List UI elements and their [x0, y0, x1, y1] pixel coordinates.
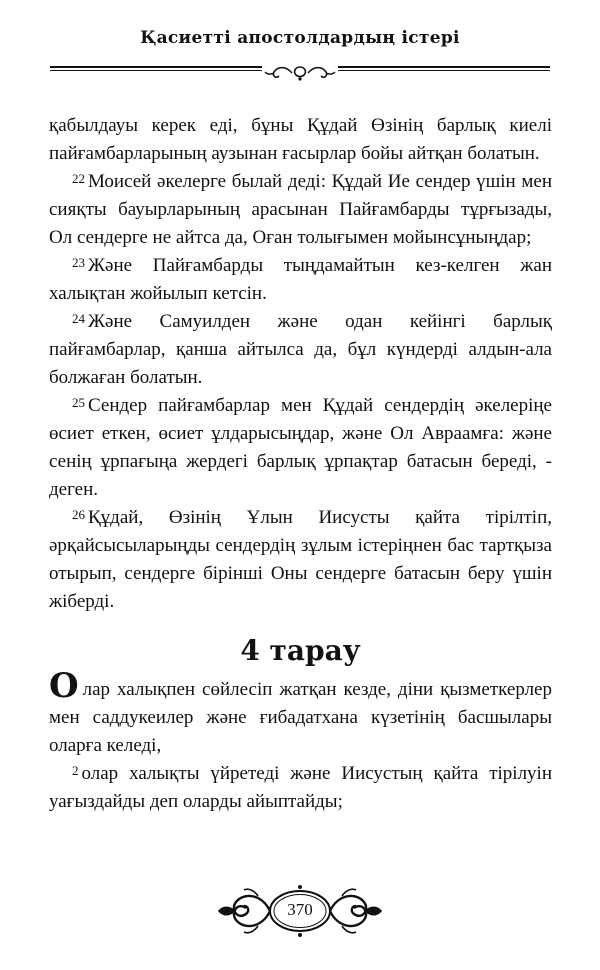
- verse-23: [49, 252, 552, 308]
- verse-text: Құдай, Өзінің Ұлын Иисусты қайта тірілтіп, әрқайсысыларыңды сендердің зұлым істеріңнен бас тартқыза отырып, сендерге бірінші Оны сендерге батасын беру үшін жіберді.: [49, 507, 552, 612]
- verse-number: 26: [72, 507, 85, 522]
- verse-text: Сендер пайғамбарлар мен Құдай сендердің әкелеріңе өсиет еткен, өсиет ұлдарысыңдар, және Ол Авраамға: және сенің ұрпағыңа жердегі барлық ұрпақтар батасын береді, - деген.: [49, 395, 552, 500]
- page-number: 370: [287, 900, 313, 919]
- verse-text: лар халықпен сөйлесіп жатқан кезде, діни қызметкерлер мен саддукеилер және ғибадатхана күзетінің басшылары оларға келеді,: [49, 679, 552, 756]
- verse-number: 22: [72, 171, 85, 186]
- verse-number: 25: [72, 395, 85, 410]
- paragraph-continuation: қабылдауы керек еді, бұны Құдай Өзінің барлық киелі пайғамбарларының аузынан ғасырлар бойы айтқан болатын.: [49, 115, 552, 164]
- running-head: Қасиетті апостолдардың істері: [140, 28, 460, 48]
- page-body: [49, 112, 552, 816]
- verse-number: 2: [72, 763, 79, 778]
- verse-text: Моисей әкелерге былай деді: Құдай Ие сендер үшін мен сияқты бауырларының арасынан Пайғамбарды тұрғызады, Ол сендерге не айтса да, Оған толығымен мойынсұныңдар;: [49, 171, 552, 248]
- verse-2: [49, 760, 552, 816]
- verse-22: [49, 168, 552, 252]
- verse-1: [49, 666, 552, 760]
- verse-24: [49, 308, 552, 392]
- verse-26: [49, 504, 552, 616]
- header-ornament-icon: [262, 63, 338, 83]
- verse-number: 23: [72, 255, 85, 270]
- verse-text: олар халықты үйретеді және Иисустың қайта тірілуін уағыздайды деп оларды айыптайды;: [49, 763, 552, 812]
- verse-text: Және Самуилден және одан кейінгі барлық пайғамбарлар, қанша айтылса да, бұл күндерді алдын-ала болжаған болатын.: [49, 311, 552, 388]
- verse-25: [49, 392, 552, 504]
- verse-number: 24: [72, 311, 85, 326]
- chapter-heading: 4 тарау: [240, 634, 361, 667]
- verse-text: Және Пайғамбарды тыңдамайтын кез-келген жан халықтан жойылып кетсін.: [49, 255, 552, 304]
- drop-cap: О: [49, 666, 79, 706]
